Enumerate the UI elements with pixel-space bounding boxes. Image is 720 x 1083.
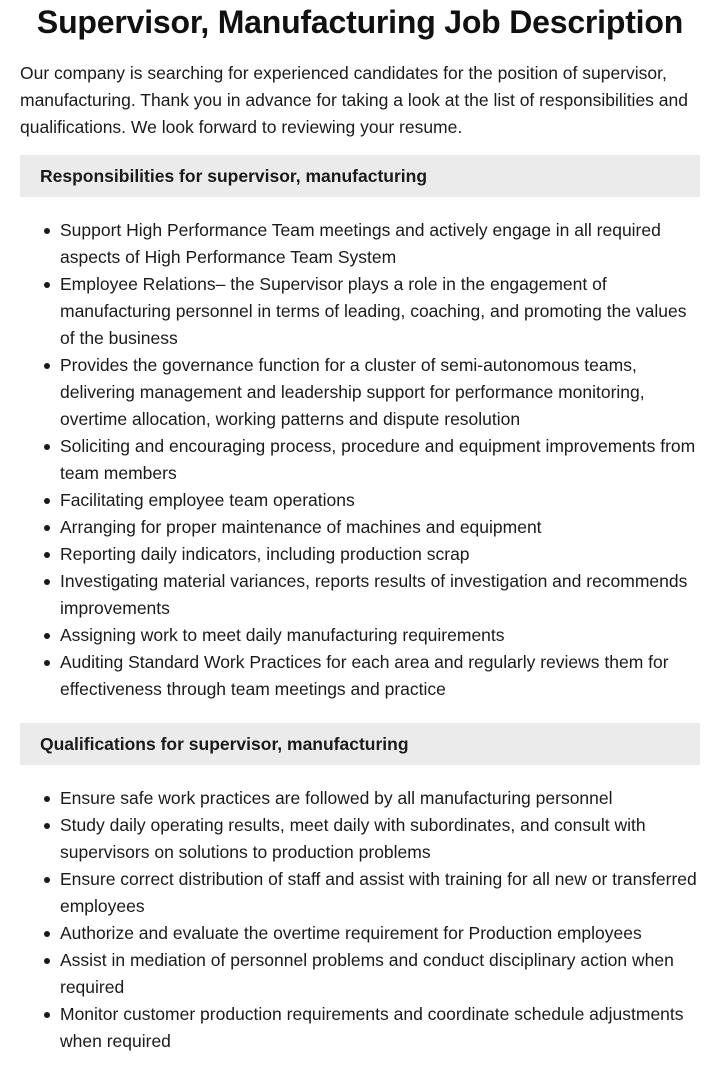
list-item: Study daily operating results, meet daily with subordinates, and consult with supervisors on solutions to production problems: [60, 812, 700, 866]
list-item: Soliciting and encouraging process, procedure and equipment improvements from team members: [60, 433, 700, 487]
page-title: Supervisor, Manufacturing Job Description: [36, 4, 684, 40]
list-item: Monitor customer production requirements and coordinate schedule adjustments when required: [60, 1001, 700, 1055]
list-item: Assist in mediation of personnel problems and conduct disciplinary action when required: [60, 947, 700, 1001]
list-item: Arranging for proper maintenance of machines and equipment: [60, 514, 700, 541]
list-item: Investigating material variances, reports results of investigation and recommends improvements: [60, 568, 700, 622]
responsibilities-list: [20, 217, 700, 703]
list-item: Assigning work to meet daily manufacturing requirements: [60, 622, 700, 649]
responsibilities-heading: Responsibilities for supervisor, manufacturing: [20, 155, 700, 197]
qualifications-heading: Qualifications for supervisor, manufacturing: [20, 723, 700, 765]
list-item: Authorize and evaluate the overtime requirement for Production employees: [60, 920, 700, 947]
intro-paragraph: Our company is searching for experienced candidates for the position of supervisor, manufacturing. Thank you in advance for taking a look at the list of responsibilities and qualifications. We look forward to reviewing your resume.: [20, 63, 688, 137]
list-item: Auditing Standard Work Practices for each area and regularly reviews them for effectiveness through team meetings and practice: [60, 649, 700, 703]
list-item: Ensure safe work practices are followed by all manufacturing personnel: [60, 785, 700, 812]
list-item: Employee Relations– the Supervisor plays a role in the engagement of manufacturing personnel in terms of leading, coaching, and promoting the values of the business: [60, 271, 700, 352]
list-item: Provides the governance function for a cluster of semi-autonomous teams, delivering management and leadership support for performance monitoring, overtime allocation, working patterns and dispute resolution: [60, 352, 700, 433]
list-item: Reporting daily indicators, including production scrap: [60, 541, 700, 568]
qualifications-list: [20, 785, 700, 1055]
list-item: Support High Performance Team meetings and actively engage in all required aspects of High Performance Team System: [60, 217, 700, 271]
list-item: Facilitating employee team operations: [60, 487, 700, 514]
list-item: Ensure correct distribution of staff and assist with training for all new or transferred employees: [60, 866, 700, 920]
